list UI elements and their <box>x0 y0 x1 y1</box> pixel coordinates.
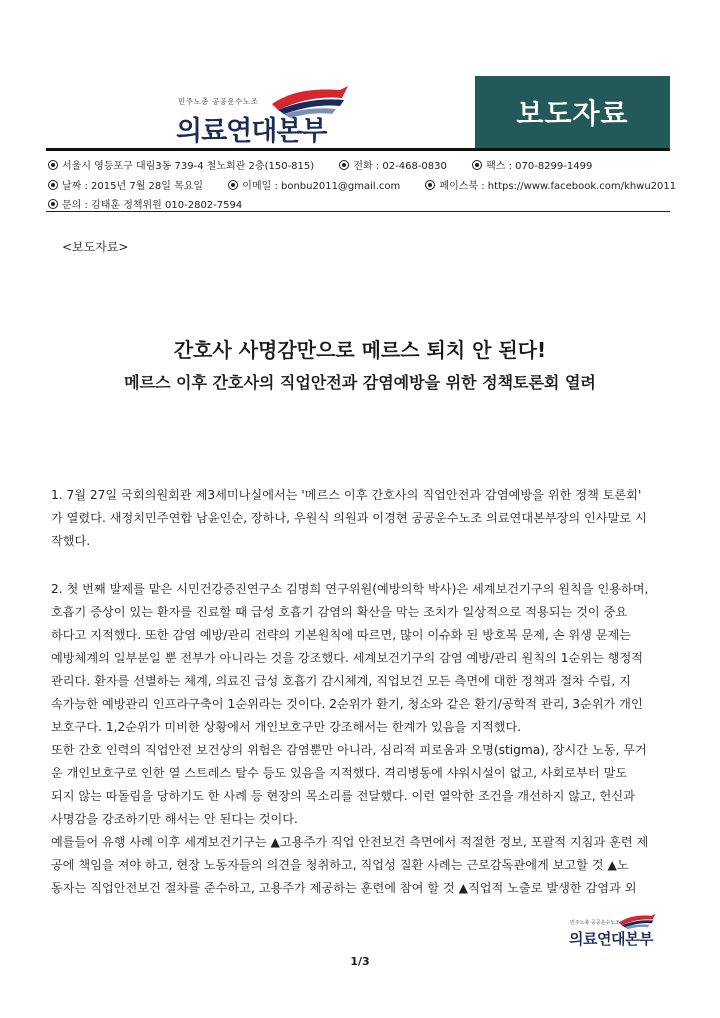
paragraph-1 <box>51 484 675 553</box>
bullet-icon <box>339 160 349 170</box>
bullet-icon <box>425 180 435 190</box>
header-divider <box>46 148 670 151</box>
text-line: 하다고 지적했다. 또한 감염 예방/관리 전략의 기본원칙에 따르면, 많이 이슈화 된 방호복 문제, 손 위생 문제는 <box>51 628 632 642</box>
text-line: 되지 않는 따돌림을 당하기도 한 사례 등 현장의 목소리를 전달했다. 이런 열악한 조건을 개선하지 않고, 헌신과 <box>51 789 635 803</box>
phone-item <box>339 161 447 172</box>
paragraph-2 <box>51 578 675 900</box>
fax-item <box>472 161 592 172</box>
org-subtitle: 민주노총 공공운수노조 <box>178 97 259 106</box>
doc-type-tag: <보도자료> <box>62 240 129 254</box>
text-line: 호흡기 증상이 있는 환자를 진료할 때 급성 호흡기 감염의 확산을 막는 조치가 일상적으로 적용되는 것이 중요 <box>51 605 628 619</box>
text-line: 관리다. 환자를 선별하는 체계, 의료진 급성 호흡기 감시체계, 직업보건 모든 측면에 대한 정책과 절차 수립, 지 <box>51 674 631 688</box>
text-line: 2. 첫 번째 발제를 맡은 시민건강증진연구소 김명희 연구위원(예방의학 박사)은 세계보건기구의 원칙을 인용하며, <box>51 582 649 596</box>
text-line: 1. 7월 27일 국회의원회관 제3세미나실에서는 '메르스 이후 간호사의 직업안전과 감염예방을 위한 정책 토론회' <box>51 488 642 502</box>
bullet-icon <box>48 160 58 170</box>
email-item <box>228 181 400 192</box>
contact-row-1 <box>48 157 614 172</box>
bullet-icon <box>472 160 482 170</box>
footer-org-name: 의료연대본부 <box>569 930 653 948</box>
headline: 간호사 사명감만으로 메르스 퇴치 안 된다! <box>173 338 547 362</box>
text-line: 작했다. <box>51 534 91 548</box>
press-release-badge: 보도자료 <box>475 76 670 148</box>
date-item <box>48 181 203 192</box>
bullet-icon <box>228 180 238 190</box>
org-name: 의료연대본부 <box>176 116 327 147</box>
text-line: 운 개인보호구로 인한 열 스트레스 탈수 등도 있음을 지적했다. 격리병동에 샤워시설이 없고, 사회로부터 말도 <box>51 766 628 780</box>
text-line: 예를들어 유행 사례 이후 세계보건기구는 ▲고용주가 직업 안전보건 측면에서 적절한 정보, 포괄적 지침과 훈련 제 <box>51 835 649 849</box>
contact-row-2 <box>48 177 698 192</box>
inquiry-text: 문의 : 김태훈 정책위원 010-2802-7594 <box>62 200 243 211</box>
bullet-icon <box>48 180 58 190</box>
footer-logo <box>566 912 666 952</box>
address-text: 서울시 영등포구 대림3동 739-4 철노회관 2층(150-815) <box>62 161 315 172</box>
org-logo <box>170 84 370 147</box>
facebook-item <box>425 181 676 192</box>
text-line: 예방체계의 일부분일 뿐 전부가 아니라는 것을 강조했다. 세계보건기구의 감염 예방/관리 원칙의 1순위는 행정적 <box>51 651 644 665</box>
inquiry-item <box>48 200 242 211</box>
text-line: 동자는 직업안전보건 절차를 준수하고, 고용주가 제공하는 훈련에 참여 할 것 ▲직업적 노출로 발생한 감염과 외 <box>51 881 637 895</box>
text-line: 또한 간호 인력의 직업안전 보건상의 위험은 감염뿐만 아니라, 심리적 피로움과 오명(stigma), 장시간 노동, 무거 <box>51 743 647 757</box>
text-line: 공에 책임을 져야 하고, 현장 노동자들의 의견을 청취하고, 직업성 질환 사례는 근로감독관에게 보고할 것 ▲노 <box>51 858 629 872</box>
contact-row-3 <box>48 196 264 211</box>
page-number: 1/3 <box>350 955 370 968</box>
bullet-icon <box>48 199 58 209</box>
fax-text: 팩스 : 070-8299-1499 <box>486 161 593 172</box>
text-line: 사명감을 강조하기만 해서는 안 된다는 것이다. <box>51 812 298 826</box>
facebook-text: 페이스북 : https://www.facebook.com/khwu2011 <box>439 181 677 192</box>
email-text: 이메일 : bonbu2011@gmail.com <box>242 181 401 192</box>
address-item <box>48 161 314 172</box>
footer-org-subtitle: 민주노총 공공운수노조 <box>570 920 620 926</box>
text-line: 보호구다. 1,2순위가 미비한 상황에서 개인보호구만 강조해서는 한계가 있음을 지적했다. <box>51 720 522 734</box>
phone-text: 전화 : 02-468-0830 <box>353 161 447 172</box>
date-text: 날짜 : 2015년 7월 28일 목요일 <box>62 181 204 192</box>
contact-divider <box>46 211 670 212</box>
text-line: 속가능한 예방관리 인프라구축이 1순위라는 것이다. 2순위가 환기, 청소와 같은 환기/공학적 관리, 3순위가 개인 <box>51 697 643 711</box>
subheadline: 메르스 이후 간호사의 직업안전과 감염예방을 위한 정책토론회 열려 <box>124 373 596 392</box>
text-line: 가 열렸다. 새정치민주연합 남윤인순, 장하나, 우원식 의원과 이경현 공공운수노조 의료연대본부장의 인사말로 시 <box>51 511 647 525</box>
